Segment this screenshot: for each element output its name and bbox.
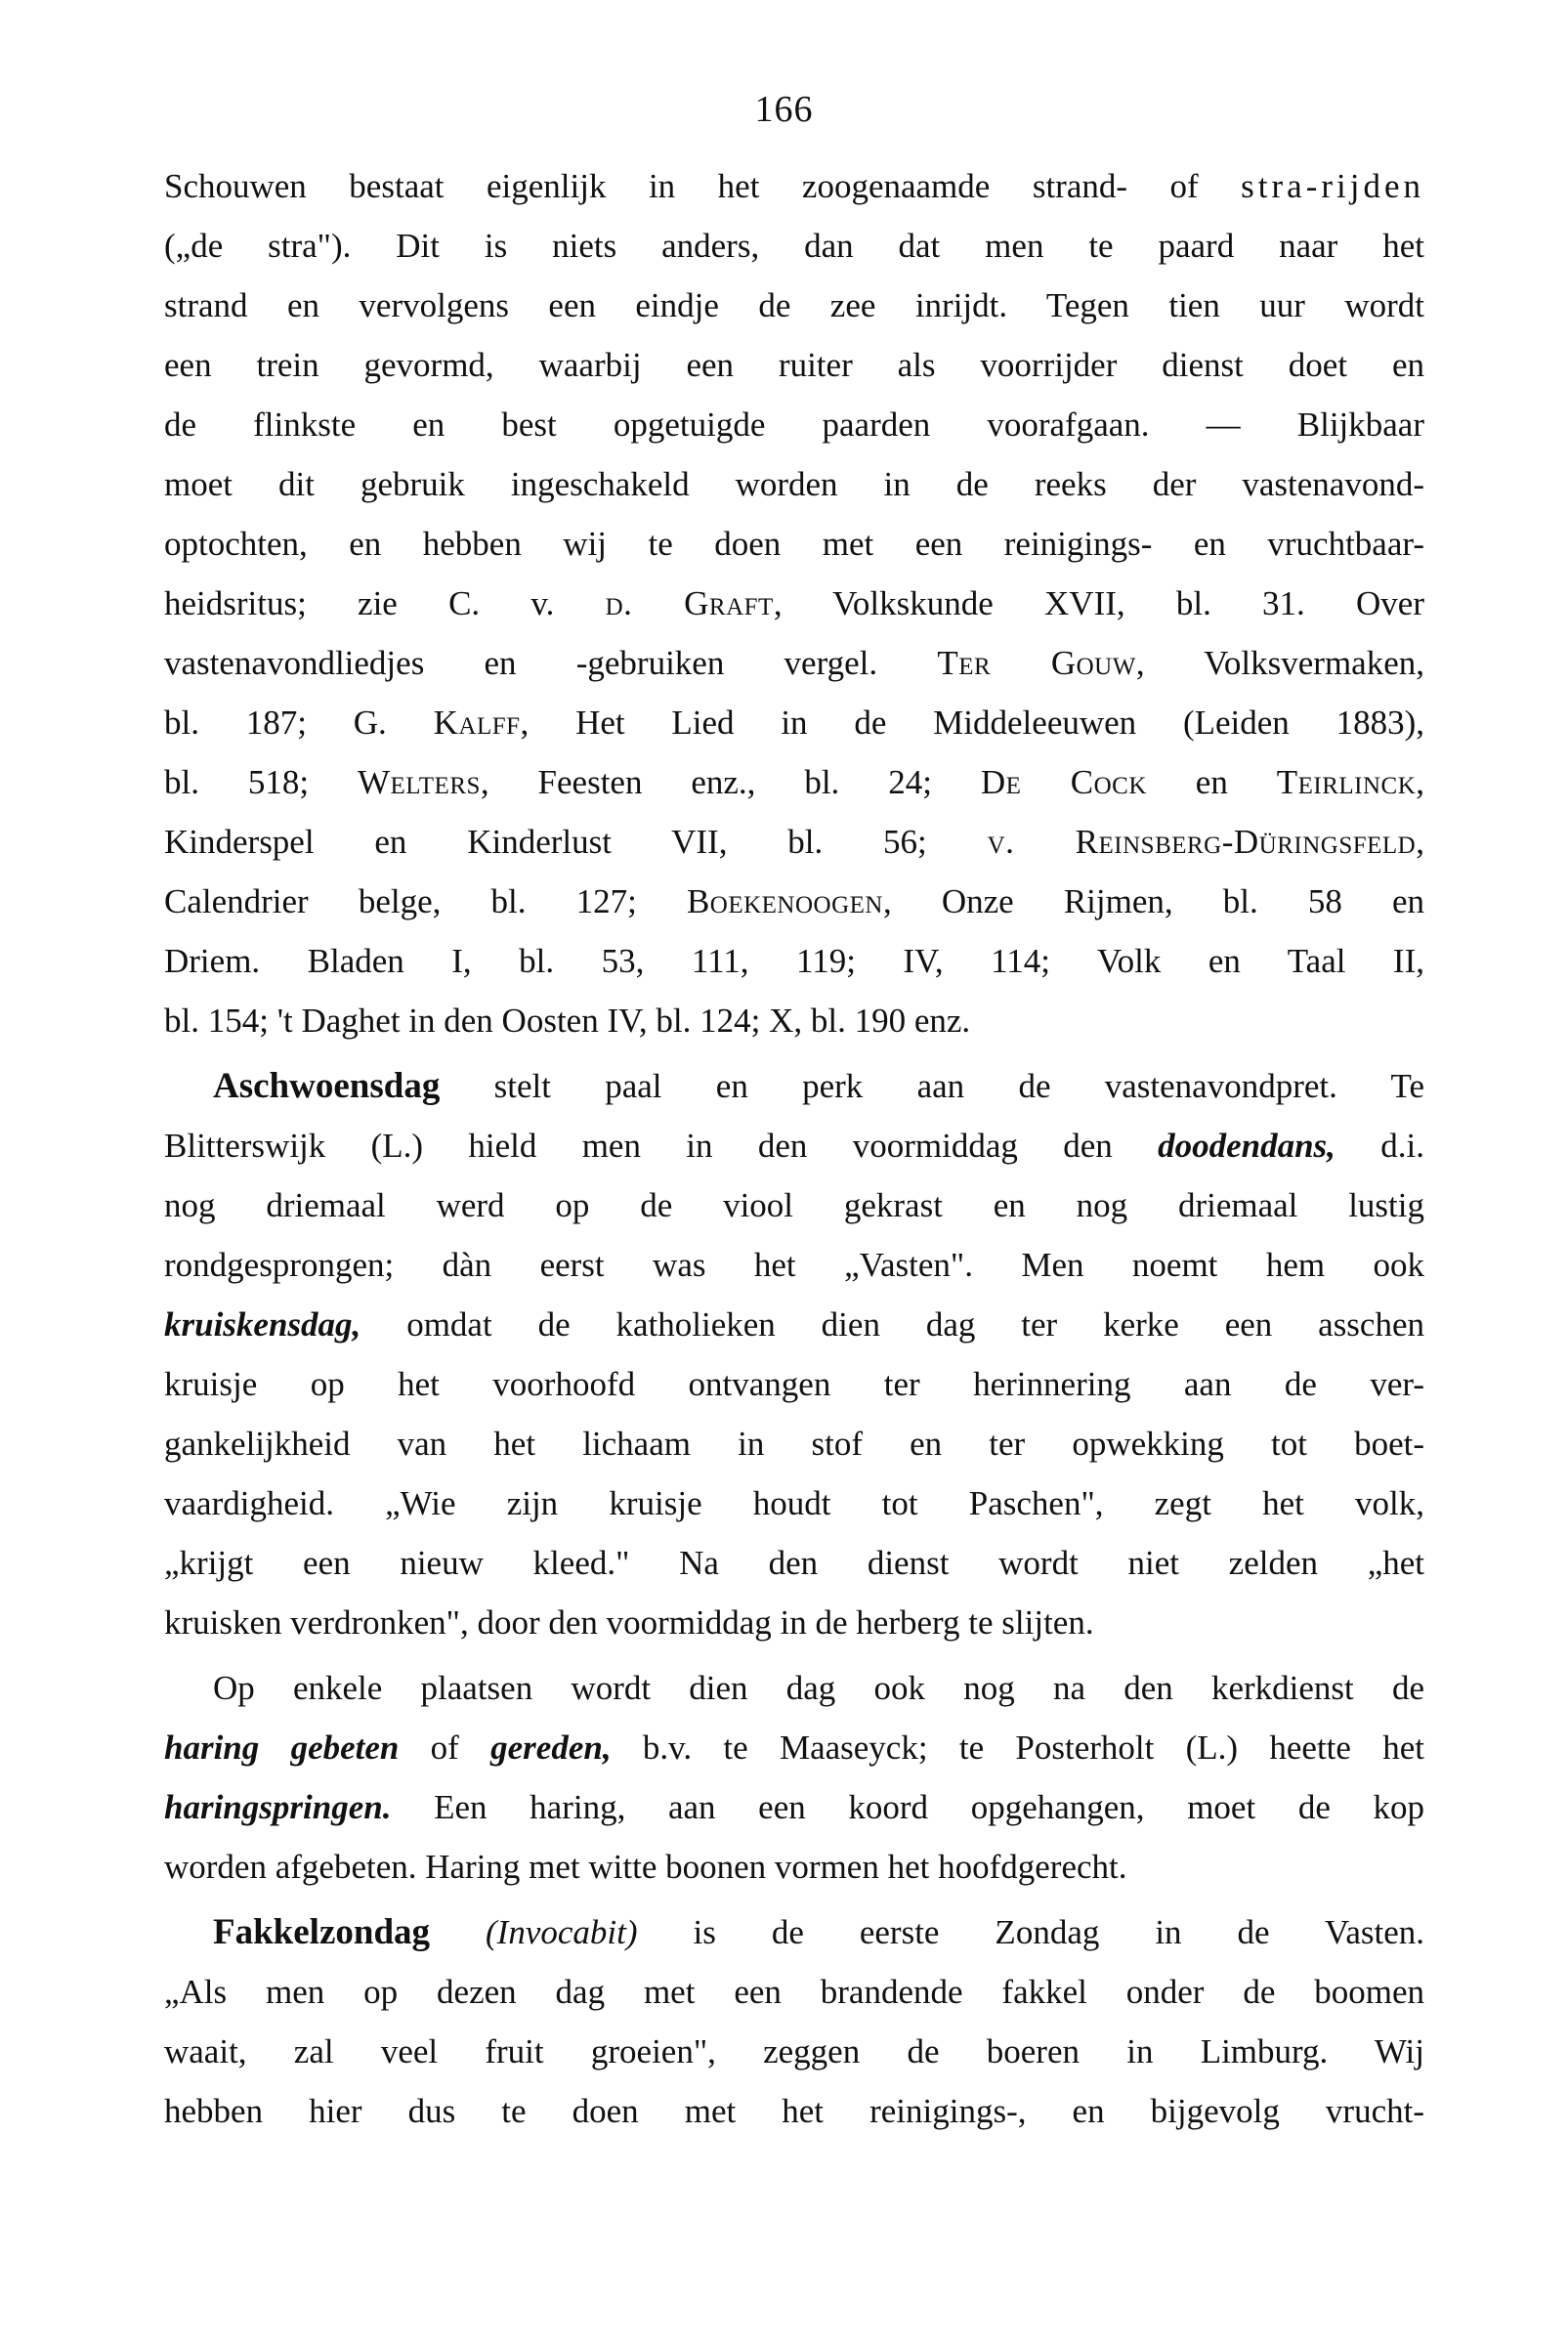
text-segment: is de eerste Zondag in de Vasten. — [637, 1913, 1424, 1951]
text-segment: haring gebeten — [164, 1729, 400, 1767]
text-segment: en — [1146, 763, 1277, 801]
text-line — [164, 156, 1424, 216]
text-segment: rondgesprongen; dàn eerst was het „Vasten". Men noemt hem ook — [164, 1246, 1424, 1284]
text-segment: , Het Lied in de Middeleeuwen (Leiden 1883), — [520, 704, 1424, 742]
text-segment: , Onze Rijmen, bl. 58 en — [882, 882, 1424, 920]
text-line — [164, 1235, 1424, 1295]
text-segment: Boekenoogen — [686, 882, 883, 920]
text-segment: doodendans, — [1158, 1127, 1335, 1165]
text-segment: (Invocabit) — [486, 1913, 638, 1951]
text-line — [164, 335, 1424, 395]
text-segment: moet dit gebruik ingeschakeld worden in de reeks der vastenavond- — [164, 465, 1424, 503]
text-line — [164, 395, 1424, 454]
text-segment: omdat de katholieken dien dag ter kerke een asschen — [360, 1305, 1424, 1344]
text-segment: waait, zal veel fruit groeien", zeggen de boeren in Limburg. Wij — [164, 2032, 1424, 2071]
text-line — [164, 1056, 1424, 1116]
text-line — [164, 931, 1424, 991]
text-segment: of — [399, 1729, 491, 1767]
text-segment: bl. 187; G. — [164, 704, 434, 742]
text-line — [164, 1354, 1424, 1414]
text-segment: Kalff — [433, 704, 521, 742]
text-segment: Kinderspel en Kinderlust VII, bl. 56; — [164, 823, 988, 861]
text-segment: v. Reinsberg-Düringsfeld — [987, 823, 1417, 861]
text-segment: worden afgebeten. Haring met witte boonen vormen het hoofdgerecht. — [164, 1848, 1127, 1886]
text-segment: gankelijkheid van het lichaam in stof en ter opwekking tot boet- — [164, 1425, 1424, 1463]
text-line — [164, 1777, 1424, 1837]
text-line — [164, 1658, 1424, 1718]
text-segment: Ter Gouw — [937, 644, 1136, 682]
text-line — [164, 812, 1424, 872]
text-segment: bl. 154; 't Daghet in den Oosten IV, bl. 124; X, bl. 190 enz. — [164, 1002, 971, 1040]
text-segment: De Cock — [980, 763, 1147, 801]
text-segment: kruisken verdronken", door den voormiddag in de herberg te slijten. — [164, 1603, 1094, 1642]
text-segment: optochten, en hebben wij te doen met een reinigings- en vruchtbaar- — [164, 525, 1424, 563]
text-segment: nog driemaal werd op de viool gekrast en nog driemaal lustig — [164, 1186, 1424, 1224]
text-line — [164, 1902, 1424, 1962]
text-segment: gereden, — [490, 1729, 612, 1767]
text-segment: hebben hier dus te doen met het reinigings-, en bijgevolg vrucht- — [164, 2092, 1424, 2130]
entry-headword: Aschwoensdag — [213, 1066, 441, 1106]
text-segment: Schouwen bestaat eigenlijk in het zoogenaamde strand- of — [164, 167, 1242, 205]
text-segment: Een haring, aan een koord opgehangen, moet de kop — [391, 1788, 1424, 1826]
text-segment: stelt paal en perk aan de vastenavondpret. Te — [440, 1067, 1424, 1105]
text-line — [164, 1473, 1424, 1533]
text-segment: stra-rijden — [1241, 167, 1424, 205]
text-segment: heidsritus; zie C. v. — [164, 584, 606, 622]
text-line — [164, 991, 1424, 1050]
text-segment: kruisje op het voorhoofd ontvangen ter herinnering aan de ver- — [164, 1365, 1424, 1403]
text-line — [164, 1295, 1424, 1354]
text-line — [164, 454, 1424, 514]
text-line — [164, 1175, 1424, 1235]
text-line — [164, 1414, 1424, 1473]
text-segment: „Als men op dezen dag met een brandende fakkel onder de boomen — [164, 1973, 1424, 2011]
text-segment: d. Graft — [605, 584, 774, 622]
text-line — [164, 514, 1424, 574]
text-line — [164, 1718, 1424, 1777]
text-line — [164, 1116, 1424, 1175]
entry-headword: Fakkelzondag — [213, 1912, 431, 1952]
text-line — [164, 752, 1424, 812]
text-segment: , Volksvermaken, — [1135, 644, 1424, 682]
text-segment: vastenavondliedjes en -gebruiken vergel. — [164, 644, 938, 682]
text-segment: de flinkste en best opgetuigde paarden voorafgaan. — Blijkbaar — [164, 406, 1424, 444]
text-segment: b.v. te Maaseyck; te Posterholt (L.) heette het — [611, 1729, 1424, 1767]
body-text — [164, 156, 1424, 2141]
text-segment: („de stra"). Dit is niets anders, dan dat men te paard naar het — [164, 227, 1424, 265]
text-segment: , Volkskunde XVII, bl. 31. Over — [773, 584, 1424, 622]
text-line — [164, 574, 1424, 633]
text-segment: Welters — [358, 763, 481, 801]
text-segment: een trein gevormd, waarbij een ruiter als voorrijder dienst doet en — [164, 346, 1424, 384]
text-line — [164, 1533, 1424, 1593]
text-segment: Op enkele plaatsen wordt dien dag ook nog na den kerkdienst de — [213, 1669, 1424, 1707]
text-line — [164, 1837, 1424, 1897]
text-segment: strand en vervolgens een eindje de zee inrijdt. Tegen tien uur wordt — [164, 286, 1424, 324]
text-segment: haringspringen. — [164, 1788, 392, 1826]
text-segment: , — [1416, 763, 1424, 801]
text-segment: d.i. — [1335, 1127, 1424, 1165]
text-segment: Calendrier belge, bl. 127; — [164, 882, 687, 920]
text-segment: bl. 518; — [164, 763, 358, 801]
text-segment: kruiskensdag, — [164, 1305, 361, 1344]
text-line — [164, 276, 1424, 335]
text-segment: Driem. Bladen I, bl. 53, 111, 119; IV, 114; Volk en Taal II, — [164, 942, 1424, 980]
text-line — [164, 2022, 1424, 2081]
text-line — [164, 2081, 1424, 2141]
text-segment: vaardigheid. „Wie zijn kruisje houdt tot Paschen", zegt het volk, — [164, 1484, 1424, 1522]
text-segment: , — [1416, 823, 1424, 861]
text-segment: Blitterswijk (L.) hield men in den voormiddag den — [164, 1127, 1159, 1165]
text-line — [164, 693, 1424, 752]
text-line — [164, 872, 1424, 931]
text-segment — [430, 1913, 486, 1951]
page-number: 166 — [754, 89, 814, 130]
text-line — [164, 216, 1424, 276]
text-line — [164, 1593, 1424, 1652]
text-segment: „krijgt een nieuw kleed." Na den dienst wordt niet zelden „het — [164, 1544, 1424, 1582]
text-segment: , Feesten enz., bl. 24; — [480, 763, 981, 801]
text-line — [164, 1962, 1424, 2022]
text-segment: Teirlinck — [1276, 763, 1417, 801]
text-line — [164, 633, 1424, 693]
